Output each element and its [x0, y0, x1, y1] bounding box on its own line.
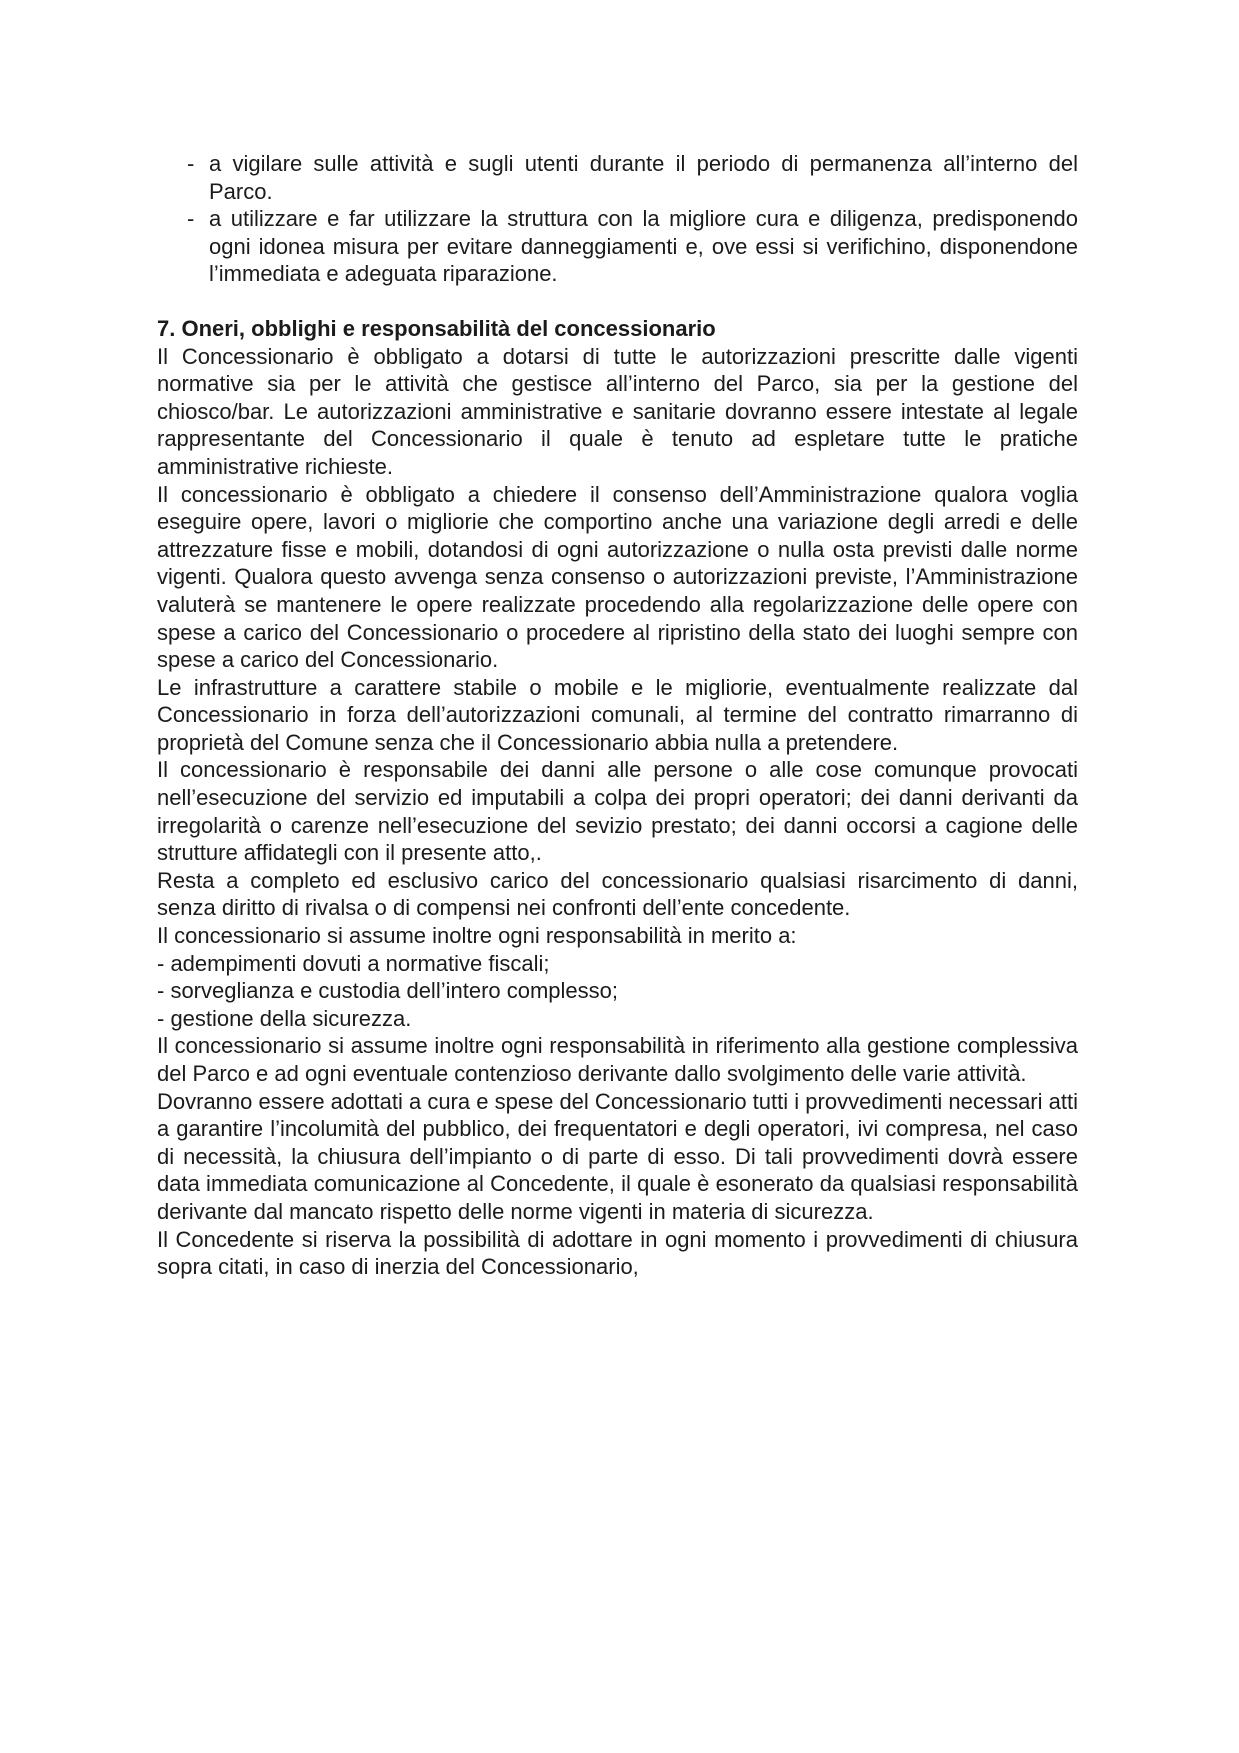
- list-item: [157, 150, 1078, 205]
- responsibility-list-intro: Il concessionario si assume inoltre ogni responsabilità in merito a:: [157, 923, 797, 949]
- list-item: [157, 205, 1078, 288]
- dash-bullet-marker: -: [187, 206, 195, 232]
- paragraph: Resta a completo ed esclusivo carico del concessionario qualsiasi risarcimento di danni, senza diritto di rivalsa o di compensi nei confronti dell’ente concedente.: [157, 867, 1078, 921]
- list-item: - gestione della sicurezza.: [157, 1005, 412, 1031]
- paragraph: Il concessionario è responsabile dei danni alle persone o alle cose comunque provocati nell’esecuzione del servizio ed imputabili a colpa dei propri operatori; dei danni derivanti da irregolarità o carenze nell’esecuzione del sevizio prestato; dei danni occorsi a cagione delle strutture affidategli con il presente atto,.: [157, 757, 1078, 866]
- paragraph: Il concessionario è obbligato a chiedere il consenso dell’Amministrazione qualora voglia eseguire opere, lavori o migliorie che comportino anche una variazione degli arredi e delle attrezzature fisse e mobili, dotandosi di ogni autorizzazione o nulla osta previsti dalle norme vigenti. Qualora questo avvenga senza consenso o autorizzazioni previste, l’Amministrazione valuterà se mantenere le opere realizzate procedendo alla regolarizzazione delle opere con spese a carico del Concessionario o procedere al ripristino della stato dei luoghi sempre con spese a carico del Concessionario.: [157, 481, 1078, 673]
- paragraph: Dovranno essere adottati a cura e spese del Concessionario tutti i provvedimenti necessari atti a garantire l’incolumità del pubblico, dei frequentatori e degli operatori, ivi compresa, nel caso di necessità, la chiusura dell’impianto o di parte di esso. Di tali provvedimenti dovrà essere data immediata comunicazione al Concedente, il quale è esonerato da qualsiasi responsabilità derivante dal mancato rispetto delle norme vigenti in materia di sicurezza.: [157, 1088, 1078, 1224]
- paragraph: Il Concessionario è obbligato a dotarsi di tutte le autorizzazioni prescritte dalle vigenti normative sia per le attività che gestisce all’interno del Parco, sia per la gestione del chiosco/bar. Le autorizzazioni amministrative e sanitarie dovranno essere intestate al legale rappresentante del Concessionario il quale è tenuto ad espletare tutte le pratiche amministrative richieste.: [157, 343, 1078, 479]
- list-item: - sorveglianza e custodia dell’intero complesso;: [157, 978, 619, 1004]
- intro-bullet-list: [157, 150, 1078, 288]
- bullet-text: a utilizzare e far utilizzare la struttura con la migliore cura e diligenza, predisponendo ogni idonea misura per evitare danneggiamenti e, ove essi si verifichino, disponendone l’immediata e adeguata riparazione.: [209, 206, 1078, 287]
- dash-bullet-marker: -: [187, 151, 195, 176]
- paragraph: Il concessionario si assume inoltre ogni responsabilità in riferimento alla gestione complessiva del Parco e ad ogni eventuale contenzioso derivante dallo svolgimento delle varie attività.: [157, 1033, 1078, 1086]
- paragraph: Le infrastrutture a carattere stabile o mobile e le migliorie, eventualmente realizzate dal Concessionario in forza dell’autorizzazioni comunali, al termine del contratto rimarranno di proprietà del Comune senza che il Concessionario abbia nulla a pretendere.: [157, 674, 1078, 755]
- document-text-block: [157, 150, 1078, 1281]
- section-heading: 7. Oneri, obblighi e responsabilità del concessionario: [157, 315, 716, 341]
- paragraph: Il Concedente si riserva la possibilità di adottare in ogni momento i provvedimenti di chiusura sopra citati, in caso di inerzia del Concessionario,: [157, 1226, 1078, 1280]
- list-item: - adempimenti dovuti a normative fiscali;: [157, 950, 550, 976]
- bullet-text: a vigilare sulle attività e sugli utenti durante il periodo di permanenza all’interno del Parco.: [209, 151, 1078, 204]
